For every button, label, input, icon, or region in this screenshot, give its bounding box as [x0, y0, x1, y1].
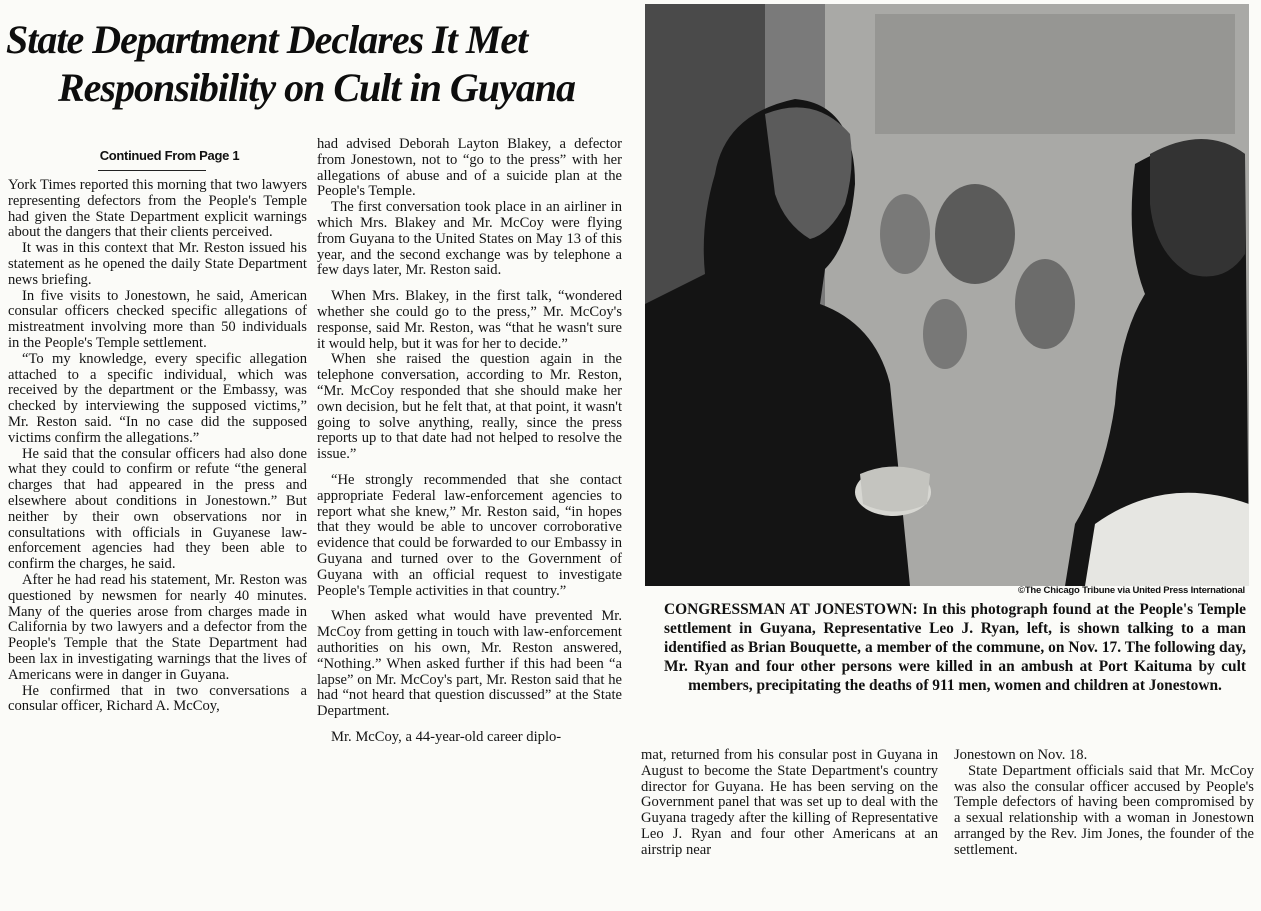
headline — [6, 16, 626, 112]
news-photo — [645, 4, 1249, 586]
photo-credit: ©The Chicago Tribune via United Press International — [1018, 585, 1245, 596]
paragraph: “He strongly recommended that she contact appropriate Federal law-enforcement agencies to report what she knew,” Mr. Reston said, “in hopes that they would be able to uncover corroborative evidence that could be forwarded to our Embassy in Guyana and turned over to the Government of Guyana with an official request to investigate People's Temple activities in that country.” — [317, 471, 622, 599]
continued-from-label: Continued From Page 1 — [99, 148, 240, 163]
continued-rule — [98, 170, 206, 171]
paragraph: After he had read his statement, Mr. Reston was questioned by newsmen for nearly 40 minutes. Many of the queries arose from charges made in California by two lawyers and a defector from the People's Temple that the State Department had been lax in investigating warnings that the lives of Americans were in danger in Guyana. — [8, 571, 307, 683]
paragraph: State Department officials said that Mr. McCoy was also the consular officer accused by People's Temple defectors of having been compromised by a sexual relationship with a woman in Jonestown arranged by the Rev. Jim Jones, the founder of the settlement. — [954, 762, 1254, 858]
paragraph: He confirmed that in two conversations a consular officer, Richard A. McCoy, — [8, 682, 307, 715]
article-column-1 — [8, 178, 307, 715]
article-column-2 — [317, 137, 622, 746]
paragraph: In five visits to Jonestown, he said, American consular officers checked specific allegations of mistreatment involving more than 50 individuals in the People's Temple settlement. — [8, 287, 307, 351]
paragraph: He said that the consular officers had also done what they could to confirm or refute “the general charges that had appeared in the press and elsewhere about conditions in Jonestown.” But neither by their own observations nor in consultations with officials in Guyanese law-enforcement agencies had they been able to confirm the charges, he said. — [8, 445, 307, 573]
photo-caption: CONGRESSMAN AT JONESTOWN: In this photograph found at the People's Temple settlement in Guyana, Representative Leo J. Ryan, left, is shown talking to a man identified as Brian Bouquette, a member of the commune, on Nov. 17. The following day, Mr. Ryan and four other persons were killed in an ambush at Port Kaituma by cult members, precipitating the deaths of 911 men, women and children at Jonestown. — [664, 601, 1246, 694]
paragraph: The first conversation took place in an airliner in which Mrs. Blakey and Mr. McCoy were flying from Guyana to the United States on May 13 of this year, and the second exchange was by telephone a few days later, Mr. Reston said. — [317, 199, 622, 279]
paragraph: Mr. McCoy, a 44-year-old career diplo- — [331, 728, 562, 745]
paragraph: When she raised the question again in the telephone conversation, according to Mr. Reston, “Mr. McCoy responded that she should make her own decision, but he felt that, at that point, it wasn't going to solve anything, really, since the press reports up to that date had not helped to resolve the issue.” — [317, 351, 622, 463]
headline-line-1: State Department Declares It Met — [6, 17, 528, 62]
photo-image — [645, 4, 1249, 586]
article-column-3 — [641, 748, 938, 859]
paragraph: When Mrs. Blakey, in the first talk, “wondered whether she could go to the press,” Mr. McCoy's response, said Mr. Reston, was “that he wasn't sure it would help, but it was for her to decide.” — [317, 288, 622, 352]
headline-line-2: Responsibility on Cult in Guyana — [58, 65, 576, 110]
paragraph: mat, returned from his consular post in Guyana in August to become the State Department's country director for Guyana. He has been serving on the Government panel that was set up to deal with the Guyana tragedy after the killing of Representative Leo J. Ryan and four other Americans at an airstrip near — [641, 747, 938, 858]
article-column-4 — [954, 748, 1254, 859]
paragraph: Jonestown on Nov. 18. — [954, 747, 1088, 763]
paragraph: It was in this context that Mr. Reston issued his statement as he opened the daily State Department news briefing. — [8, 240, 307, 288]
paragraph: When asked what would have prevented Mr. McCoy from getting in touch with law-enforcement authorities on his own, Mr. Reston answered, “Nothing.” When asked further if this had been “a lapse” on Mr. McCoy's part, Mr. Reston said that he had “not heard that question discussed” at the State Department. — [317, 608, 622, 720]
paragraph: had advised Deborah Layton Blakey, a defector from Jonestown, not to “go to the press” with her allegations of abuse and of a suicide plan at the People's Temple. — [317, 136, 622, 200]
paragraph: York Times reported this morning that two lawyers representing defectors from the People's Temple had given the State Department explicit warnings about the dangers that their clients perceived. — [8, 177, 307, 241]
paragraph: “To my knowledge, every specific allegation attached to a specific individual, which was received by the department or the Embassy, was checked by interviewing the supposed victims,” Mr. Reston said. “In no case did the supposed victims confirm the allegations.” — [8, 350, 307, 446]
